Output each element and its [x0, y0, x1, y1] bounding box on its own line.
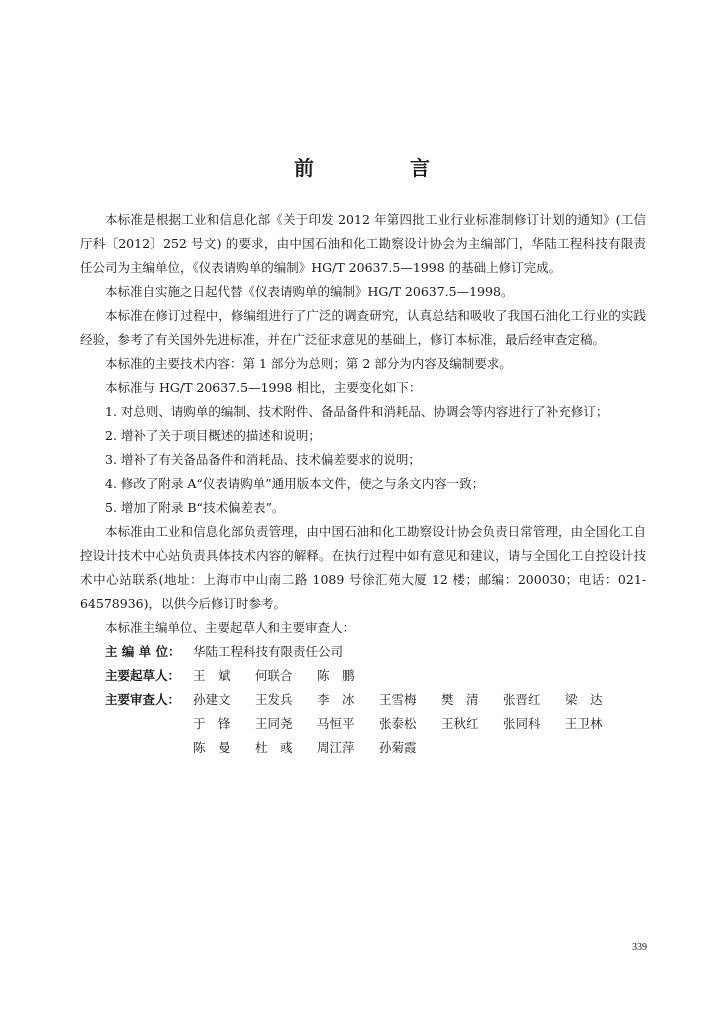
reviewer-name: 梁 达	[565, 692, 603, 707]
reviewers-row	[80, 688, 646, 760]
paragraph-staff-intro: 本标准主编单位、主要起草人和主要审查人：	[105, 620, 356, 635]
reviewer-name: 马恒平	[317, 716, 355, 731]
reviewer-name: 王发兵	[255, 692, 293, 707]
drafter-name: 何联合	[255, 668, 293, 683]
reviewer-name: 孙菊霞	[379, 740, 417, 755]
reviewer-name: 于 锋	[193, 716, 231, 731]
reviewer-name: 张泰松	[379, 716, 417, 731]
page-number: 339	[632, 942, 647, 953]
reviewer-name: 张同科	[503, 716, 541, 731]
reviewer-name: 李 冰	[317, 692, 355, 707]
change-item: 3. 增补了有关备品备件和消耗品、技术偏差要求的说明；	[105, 452, 421, 467]
reviewer-name: 王雪梅	[379, 692, 417, 707]
paragraph-changes-intro: 本标准与 HG/T 20637.5—1998 相比，主要变化如下：	[105, 380, 422, 395]
reviewer-name: 孙建文	[193, 692, 231, 707]
chief-unit-value: 华陆工程科技有限责任公司	[193, 644, 344, 659]
paragraph-replacement: 本标准自实施之日起代替《仪表请购单的编制》HG/T 20637.5—1998。	[105, 284, 514, 299]
reviewer-name: 王卫林	[565, 716, 603, 731]
chief-unit-row	[80, 640, 646, 664]
reviewer-name: 周江萍	[317, 740, 355, 755]
reviewer-name: 张晋红	[503, 692, 541, 707]
reviewer-name: 陈 曼	[193, 740, 231, 755]
drafters-label: 主要起草人：	[105, 668, 181, 683]
paragraph-revision-process: 本标准在修订过程中，修编组进行了广泛的调查研究，认真总结和吸收了我国石油化工行业的实践经验，参考了有关国外先进标准，并在广泛征求意见的基础上，修订本标准，最后经审查定稿。	[80, 308, 646, 347]
change-item: 1. 对总则、请购单的编制、技术附件、备品备件和消耗品、协调会等内容进行了补充修订；	[105, 404, 609, 419]
reviewers-names	[193, 688, 633, 760]
preface-body	[80, 208, 646, 760]
drafters-row	[80, 664, 646, 688]
drafters-names	[193, 664, 633, 688]
reviewer-name: 王同尧	[255, 716, 293, 731]
paragraph-basis: 本标准是根据工业和信息化部《关于印发 2012 年第四批工业行业标准制修订计划的通知》(工信厅科〔2012〕252 号文) 的要求，由中国石油和化工勘察设计协会为主编部门，华陆工程科技有限责任公司为主编单位，《仪表请购单的编制》HG/T 20637.5—1998 的基础上修订完成。	[80, 212, 646, 275]
page-title: 前 言	[294, 156, 468, 180]
reviewer-name: 杜 彧	[255, 740, 293, 755]
change-item: 2. 增补了关于项目概述的描述和说明；	[105, 428, 321, 443]
reviewers-label: 主要审查人：	[105, 692, 181, 707]
staff-list	[80, 640, 646, 760]
reviewer-name: 樊 清	[441, 692, 479, 707]
paragraph-management: 本标准由工业和信息化部负责管理，由中国石油和化工勘察设计协会负责日常管理，由全国化工自控设计技术中心站负责具体技术内容的解释。在执行过程中如有意见和建议，请与全国化工自控设计技术中心站联系(地址：上海市中山南二路 1089 号徐汇苑大厦 12 楼；邮编：200030；电话：021-64578936)，以供今后修订时参考。	[80, 524, 646, 611]
drafter-name: 王 斌	[193, 668, 231, 683]
reviewer-name: 王秋红	[441, 716, 479, 731]
change-item: 4. 修改了附录 A“仪表请购单”通用版本文件，使之与条文内容一致；	[105, 476, 485, 491]
drafter-name: 陈 鹏	[317, 668, 355, 683]
paragraph-main-content: 本标准的主要技术内容：第 1 部分为总则；第 2 部分为内容及编制要求。	[105, 356, 512, 371]
change-item: 5. 增加了附录 B“技术偏差表”。	[105, 500, 285, 515]
chief-unit-label: 主 编 单 位：	[105, 644, 181, 659]
